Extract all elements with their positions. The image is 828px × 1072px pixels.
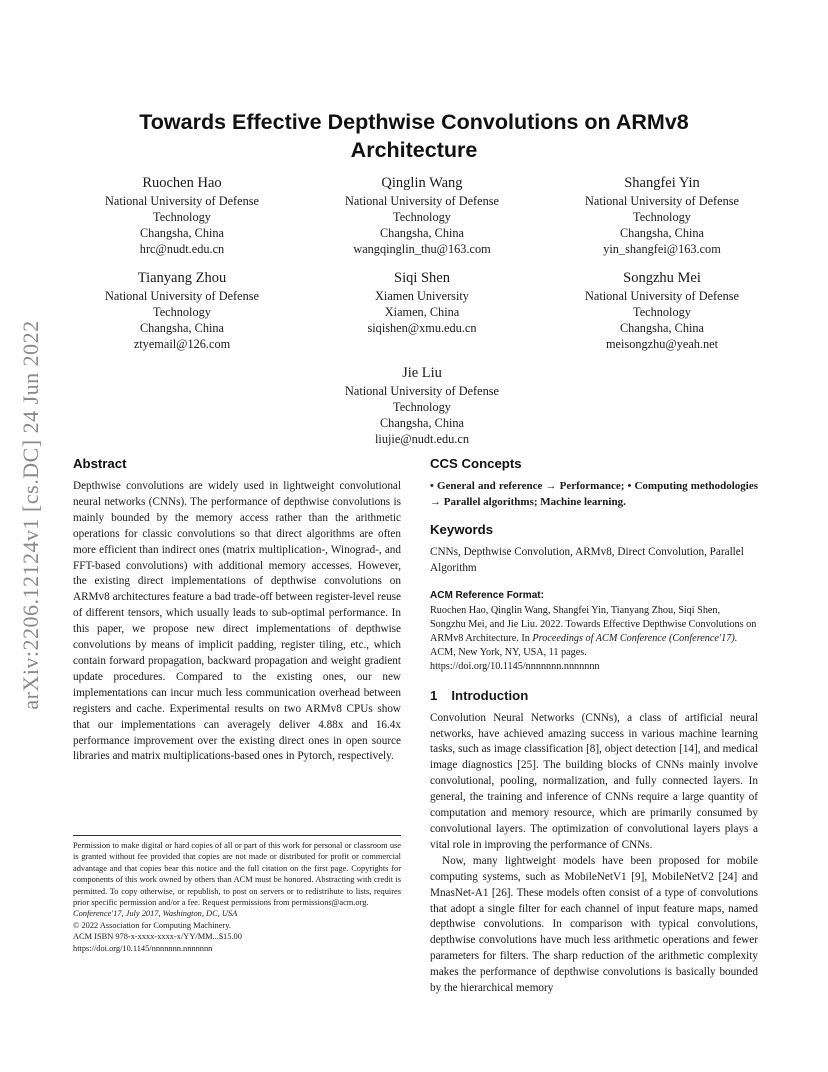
keywords-heading: Keywords <box>430 521 494 537</box>
author-email[interactable]: liujie@nudt.edu.cn <box>375 432 469 446</box>
author-name: Songzhu Mei <box>623 270 701 286</box>
arxiv-stamp <box>18 262 44 767</box>
author-name: Jie Liu <box>402 365 442 381</box>
author-email[interactable]: siqishen@xmu.edu.cn <box>367 321 477 335</box>
abstract-heading: Abstract <box>73 456 127 471</box>
section-title: Introduction <box>451 687 529 703</box>
author-location: Changsha, China <box>619 226 705 240</box>
author-affiliation: Xiamen University <box>375 289 469 303</box>
author-email[interactable]: ztyemail@126.com <box>133 337 231 351</box>
author-email[interactable]: yin_shangfei@163.com <box>603 242 721 256</box>
permission-text: Permission to make digital or hard copies of all or part of this work for personal or classroom use is granted without fee provided that copies are not made or distributed for profit or commercial advantage and that copies bear this notice and the full citation on the first page. Copyrights for components of this work owned by others than ACM must be honored. Abstracting with credit is permitted. To copy otherwise, or republish, to post on servers or to redistribute to lists, requires prior specific permission and/or a fee. Request permissions from permissions@acm.org. <box>73 841 401 908</box>
author-card <box>72 174 292 257</box>
author-affiliation: National University of Defense <box>584 194 739 208</box>
ccs-heading: CCS Concepts <box>430 456 522 471</box>
author-affiliation: National University of Defense <box>344 194 499 208</box>
author-location: Changsha, China <box>619 321 705 335</box>
author-card <box>552 174 772 257</box>
author-row-3 <box>72 364 772 447</box>
keywords-text: CNNs, Depthwise Convolution, ARMv8, Direct Convolution, Parallel Algorithm <box>430 545 744 574</box>
author-location: Changsha, China <box>379 226 465 240</box>
author-name: Tianyang Zhou <box>137 270 227 286</box>
permission-footnote <box>73 835 401 954</box>
author-name: Ruochen Hao <box>142 175 222 191</box>
author-location: Changsha, China <box>139 321 225 335</box>
author-card <box>552 269 772 352</box>
author-location: Xiamen, China <box>384 305 460 319</box>
author-email[interactable]: meisongzhu@yeah.net <box>605 337 719 351</box>
conference-info: Conference'17, July 2017, Washington, DC, USA <box>73 909 238 919</box>
author-affiliation: National University of Defense <box>344 384 499 398</box>
author-card <box>312 174 532 257</box>
left-column <box>73 455 401 765</box>
author-name: Qinglin Wang <box>381 175 463 191</box>
author-affiliation: National University of Defense <box>104 194 259 208</box>
author-row-1 <box>72 174 772 257</box>
author-affiliation: National University of Defense <box>104 289 259 303</box>
author-name: Siqi Shen <box>394 270 450 286</box>
author-name: Shangfei Yin <box>624 175 700 191</box>
author-affiliation-line2: Technology <box>633 305 691 319</box>
author-email[interactable]: hrc@nudt.edu.cn <box>139 242 225 256</box>
intro-paragraph-2: Now, many lightweight models have been proposed for mobile computing systems, such as MobileNetV1 [9], MobileNetV2 [24] and MnasNet-A1 [26]. These models often consist of a type of convolutions that adopt a single filter for each channel of input feature maps, named depthwise convolutions. In comparison with typical convolutions, depthwise convolutions have much less arithmetic operations and fewer parameters for filters. The sharp reduction of the arithmetic complexity makes the performance of depthwise convolutions is basically bounded by the hierarchical memory <box>430 854 758 995</box>
author-affiliation-line2: Technology <box>153 305 211 319</box>
author-card <box>312 269 532 352</box>
author-location: Changsha, China <box>379 416 465 430</box>
abstract-text: Depthwise convolutions are widely used in lightweight convolutional neural networks (CNNs). The performance of depthwise convolutions is mainly bounded by the memory access rather than the arithmetic operations for classic convolutions so that direct algorithms are often more efficient than indirect ones (matrix multiplication-, Winograd-, and FFT-based convolutions) with additional memory accesses. However, the existing direct implementations of depthwise convolutions on ARMv8 architectures feature a bad trade-off between register-level reuse of different tensors, which usually leads to sub-optimal performance. In this paper, we propose new direct implementations of depthwise convolutions by means of implicit padding, register tiling, etc., which contain forward propagation, backward propagation and weight gradient update procedures. Compared to the existing ones, our new implementations can incur much less communication overhead between registers and cache. Experimental results on two ARMv8 CPUs show that our implementations can averagely deliver 4.88x and 16.4x performance improvement over the existing direct ones in open source libraries and matrix multiplications-based ones in Pytorch, respectively. <box>73 480 401 763</box>
acm-ref-authors: Ruochen Hao, Qinglin Wang, Shangfei Yin, Tianyang Zhou, Siqi Shen, Songzhu Mei, and Jie Liu. 2022. Towards Effective Depthwise Convolutions on ARMv8 Architecture. In <box>430 604 757 645</box>
paper-title: Towards Effective Depthwise Convolutions on ARMv8 Architecture <box>139 110 689 162</box>
author-row-2 <box>72 269 772 352</box>
acm-ref-heading: ACM Reference Format: <box>430 589 544 601</box>
acm-ref-text <box>430 604 758 675</box>
author-affiliation-line2: Technology <box>633 210 691 224</box>
ccs-text: • General and reference → Performance; • Computing methodologies → Parallel algorithms; Machine learning. <box>430 480 758 508</box>
author-affiliation-line2: Technology <box>393 210 451 224</box>
author-location: Changsha, China <box>139 226 225 240</box>
doi-link[interactable]: https://doi.org/10.1145/nnnnnnn.nnnnnnn <box>73 943 213 953</box>
intro-paragraph-1: Convolution Neural Networks (CNNs), a class of artificial neural networks, have achieved amazing success in various machine learning tasks, such as image classification [8], object detection [14], and medical image diagnostics [25]. The building blocks of CNNs mainly involve convolutional, pooling, normalization, and fully connected layers. In general, the training and inference of CNNs require a large quantity of computation and memory resource, which are primarily consumed by convolutional layers. The optimization of convolutional layers plays a vital role in improving the performance of CNNs. <box>430 711 758 851</box>
arxiv-id[interactable]: arXiv:2206.12124v1 [cs.DC] 24 Jun 2022 <box>18 319 43 710</box>
author-affiliation-line2: Technology <box>393 400 451 414</box>
acm-ref-venue: Proceedings of ACM Conference (Conference'17). <box>532 633 738 645</box>
author-card <box>312 364 532 447</box>
copyright-line: © 2022 Association for Computing Machinery. <box>73 920 231 930</box>
author-affiliation-line2: Technology <box>153 210 211 224</box>
author-card <box>72 269 292 352</box>
isbn-line: ACM ISBN 978-x-xxxx-xxxx-x/YY/MM...$15.00 <box>73 932 242 942</box>
acm-ref-publisher[interactable]: ACM, New York, NY, USA, 11 pages. https://doi.org/10.1145/nnnnnnn.nnnnnnn <box>430 647 600 673</box>
section-number: 1 <box>430 687 438 703</box>
intro-heading <box>430 687 758 705</box>
author-affiliation: National University of Defense <box>584 289 739 303</box>
author-email[interactable]: wangqinglin_thu@163.com <box>353 242 491 256</box>
right-column <box>430 455 758 997</box>
